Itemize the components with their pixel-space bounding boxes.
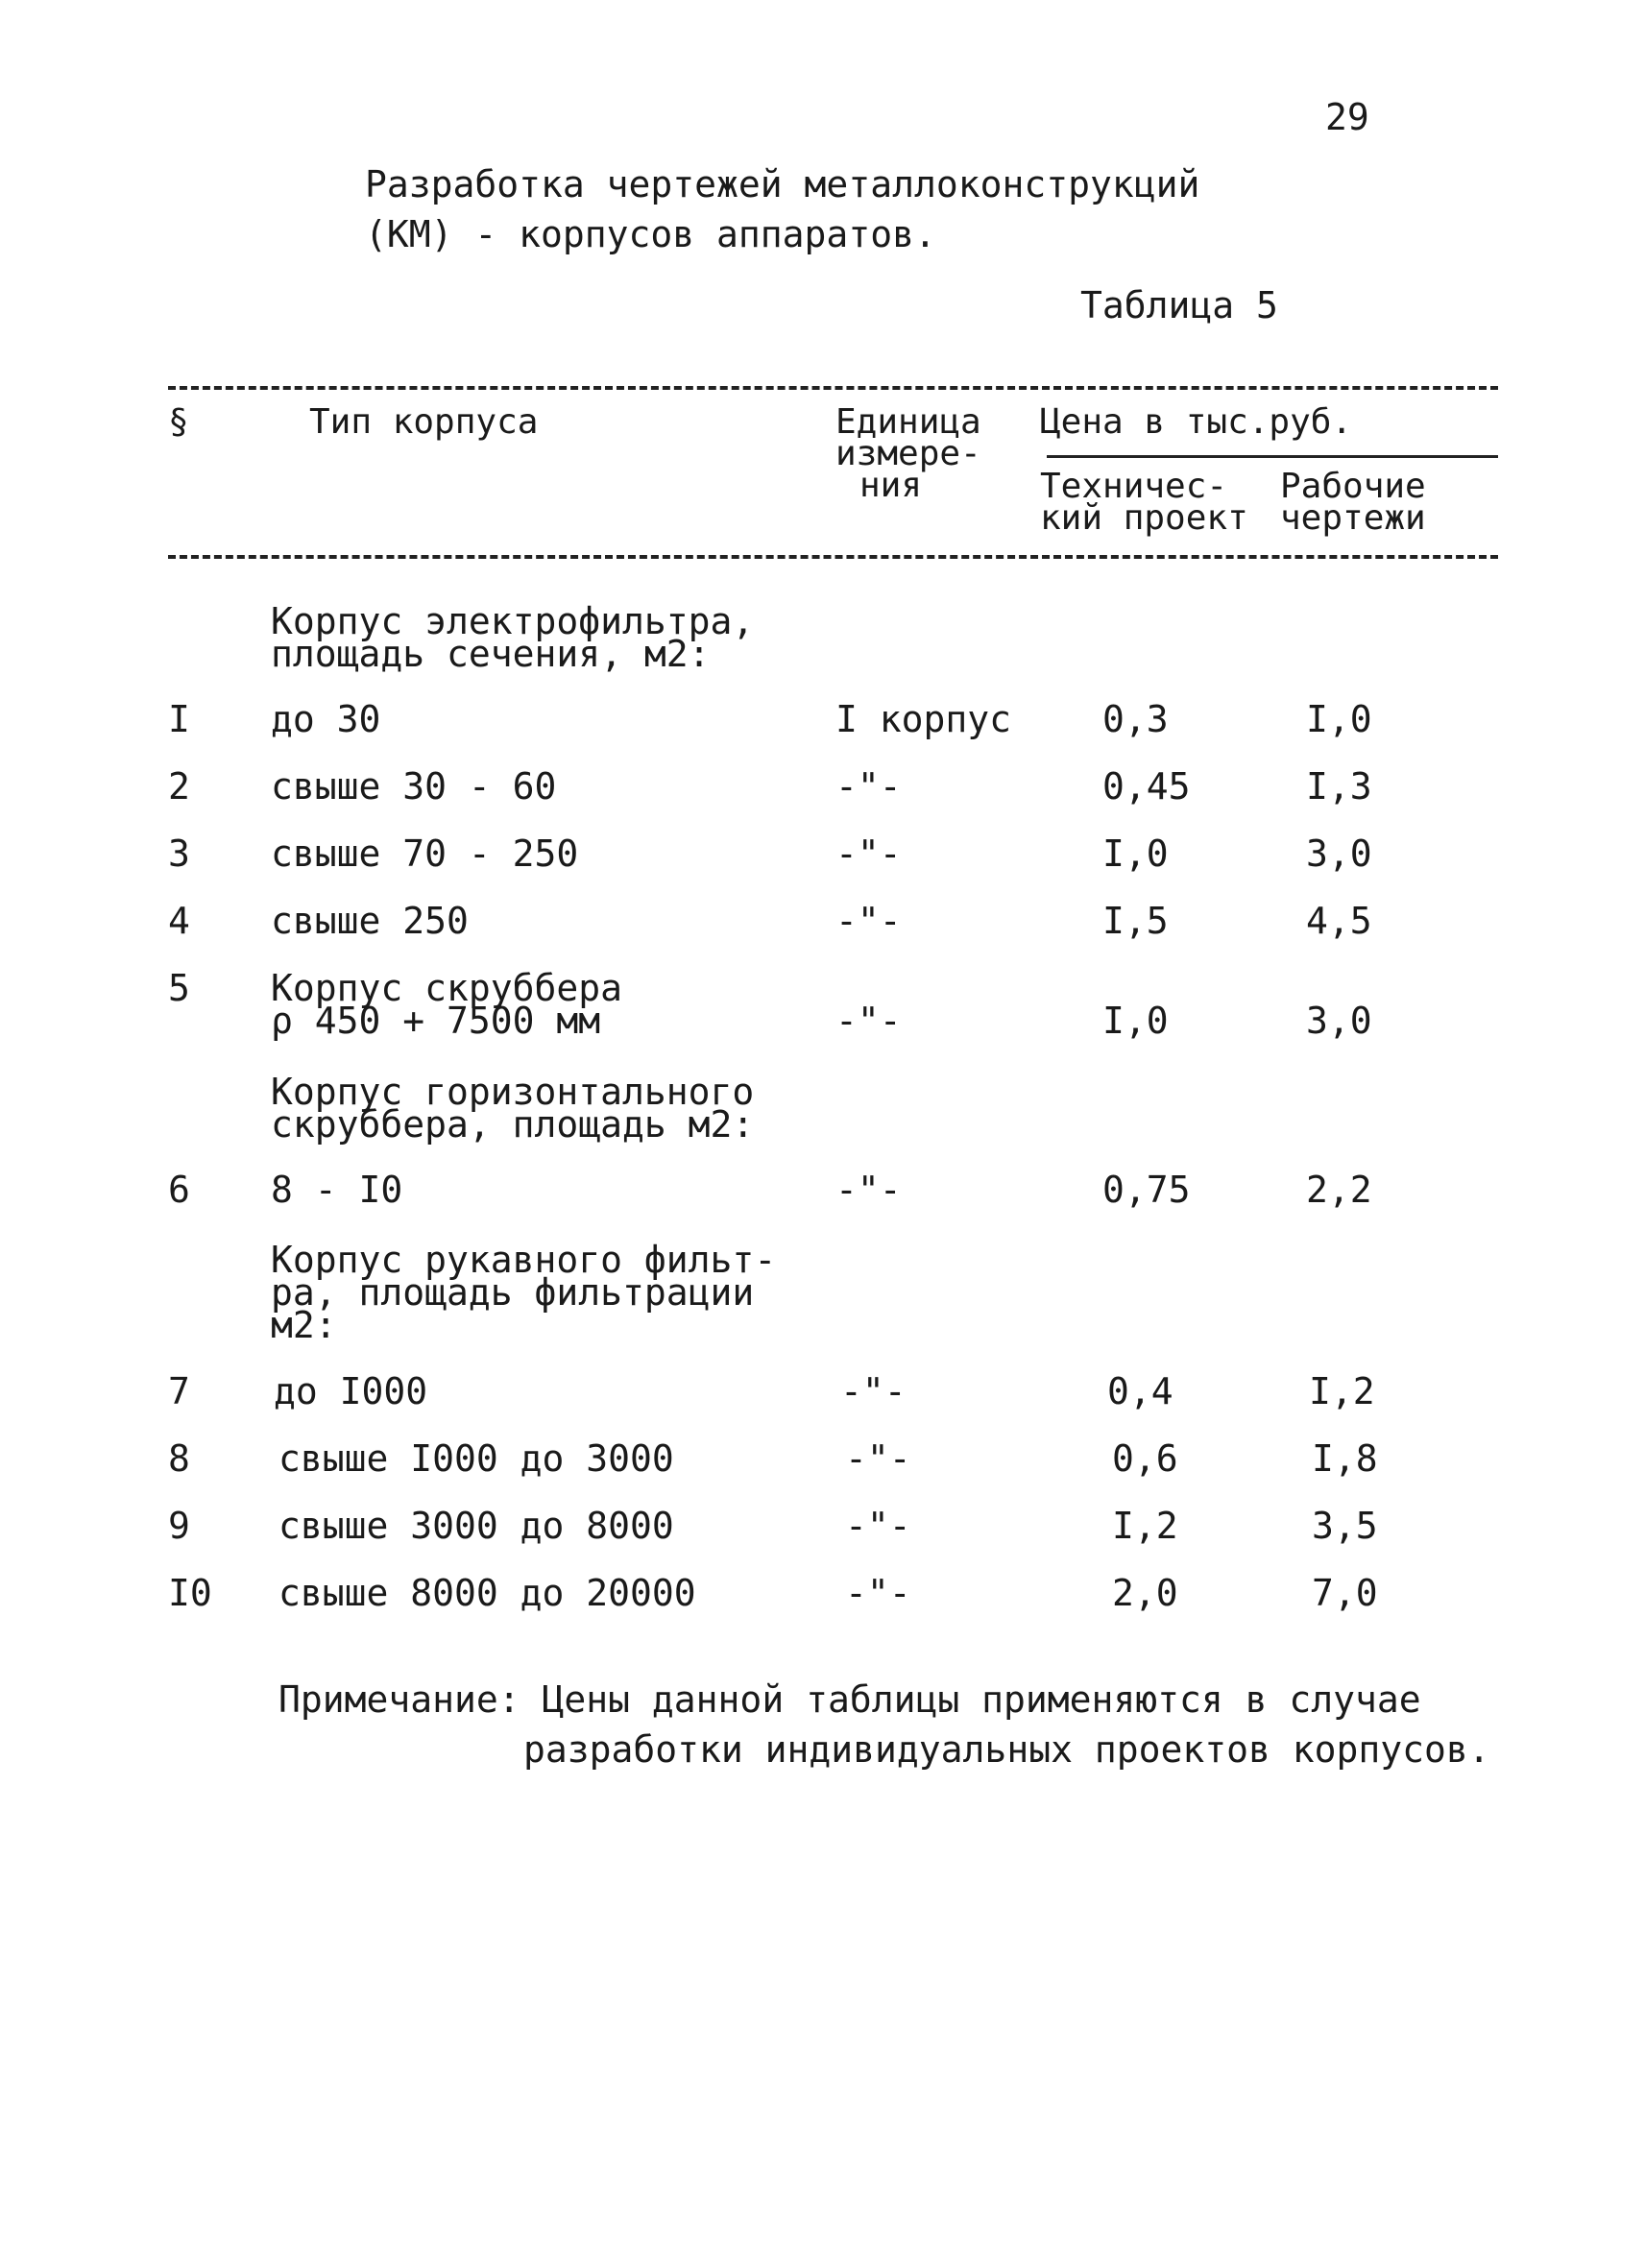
header-price: Цена в тыс.руб. bbox=[1040, 402, 1353, 442]
row-number: 9 bbox=[168, 1505, 190, 1547]
row-unit: -"- bbox=[835, 765, 902, 808]
row-name-2: ρ 450 + 7500 мм bbox=[271, 1000, 601, 1042]
row-unit: -"- bbox=[845, 1572, 911, 1614]
row-name: до 30 bbox=[271, 698, 381, 740]
section-title: ра, площадь фильтрации bbox=[271, 1271, 755, 1314]
row-name: свыше 8000 до 20000 bbox=[278, 1572, 696, 1614]
row-unit: -"- bbox=[845, 1505, 911, 1547]
row-tech: 2,0 bbox=[1112, 1572, 1178, 1614]
table-top-rule bbox=[168, 386, 1498, 390]
row-unit: -"- bbox=[835, 900, 902, 942]
row-unit: -"- bbox=[835, 832, 902, 875]
table-header-rule bbox=[168, 555, 1498, 559]
header-tech-1: Техничес- bbox=[1040, 467, 1228, 506]
row-number: 3 bbox=[168, 832, 190, 875]
section-title: Корпус рукавного фильт- bbox=[271, 1239, 777, 1281]
row-tech: 0,3 bbox=[1102, 698, 1169, 740]
row-name: свыше 70 - 250 bbox=[271, 832, 579, 875]
row-name: до I000 bbox=[274, 1370, 428, 1412]
row-work: 2,2 bbox=[1306, 1169, 1372, 1211]
row-number: 5 bbox=[168, 967, 190, 1009]
title-line-1: Разработка чертежей металлоконструкций bbox=[365, 163, 1200, 205]
row-unit: -"- bbox=[845, 1437, 911, 1480]
row-work: I,3 bbox=[1306, 765, 1372, 808]
section-title: Корпус электрофильтра, bbox=[271, 600, 755, 642]
row-unit: -"- bbox=[840, 1370, 907, 1412]
table-label: Таблица 5 bbox=[1080, 284, 1278, 326]
row-number: 2 bbox=[168, 765, 190, 808]
header-type: Тип корпуса bbox=[309, 402, 539, 442]
header-unit-3: ния bbox=[859, 466, 923, 505]
row-name: свыше 3000 до 8000 bbox=[278, 1505, 674, 1547]
row-work: 3,0 bbox=[1306, 1000, 1372, 1042]
price-header-rule bbox=[1047, 455, 1498, 458]
row-number: I0 bbox=[168, 1572, 212, 1614]
row-tech: I,0 bbox=[1102, 832, 1169, 875]
row-tech: 0,45 bbox=[1102, 765, 1191, 808]
header-unit-1: Единица bbox=[835, 402, 981, 442]
note-line-1: Примечание: Цены данной таблицы применяются в случае bbox=[278, 1678, 1421, 1721]
row-unit: -"- bbox=[835, 1169, 902, 1211]
row-tech: 0,6 bbox=[1112, 1437, 1178, 1480]
row-number: 8 bbox=[168, 1437, 190, 1480]
header-num: § bbox=[168, 402, 189, 442]
header-work-2: чертежи bbox=[1280, 498, 1426, 538]
row-tech: 0,4 bbox=[1107, 1370, 1173, 1412]
header-unit-2: измере- bbox=[835, 434, 981, 473]
section-title: скруббера, площадь м2: bbox=[271, 1103, 755, 1146]
row-tech: 0,75 bbox=[1102, 1169, 1191, 1211]
row-tech: I,5 bbox=[1102, 900, 1169, 942]
row-name: 8 - I0 bbox=[271, 1169, 403, 1211]
row-name: Корпус скруббера bbox=[271, 967, 623, 1009]
row-work: 4,5 bbox=[1306, 900, 1372, 942]
row-name: свыше 250 bbox=[271, 900, 469, 942]
row-name: свыше 30 - 60 bbox=[271, 765, 557, 808]
row-number: I bbox=[168, 698, 190, 740]
row-tech: I,0 bbox=[1102, 1000, 1169, 1042]
row-work: 7,0 bbox=[1312, 1572, 1378, 1614]
row-unit: -"- bbox=[835, 1000, 902, 1042]
row-number: 4 bbox=[168, 900, 190, 942]
row-name: свыше I000 до 3000 bbox=[278, 1437, 674, 1480]
row-work: 3,5 bbox=[1312, 1505, 1378, 1547]
note-line-2: разработки индивидуальных проектов корпусов. bbox=[523, 1728, 1490, 1771]
section-title: м2: bbox=[271, 1304, 337, 1346]
row-tech: I,2 bbox=[1112, 1505, 1178, 1547]
header-work-1: Рабочие bbox=[1280, 467, 1426, 506]
section-title: площадь сечения, м2: bbox=[271, 633, 711, 675]
row-work: 3,0 bbox=[1306, 832, 1372, 875]
page-number: 29 bbox=[1325, 96, 1369, 138]
row-number: 6 bbox=[168, 1169, 190, 1211]
row-work: I,8 bbox=[1312, 1437, 1378, 1480]
row-work: I,0 bbox=[1306, 698, 1372, 740]
row-work: I,2 bbox=[1309, 1370, 1375, 1412]
title-line-2: (КМ) - корпусов аппаратов. bbox=[365, 213, 936, 255]
row-unit: I корпус bbox=[835, 698, 1012, 740]
row-number: 7 bbox=[168, 1370, 190, 1412]
section-title: Корпус горизонтального bbox=[271, 1071, 755, 1113]
header-tech-2: кий проект bbox=[1040, 498, 1248, 538]
